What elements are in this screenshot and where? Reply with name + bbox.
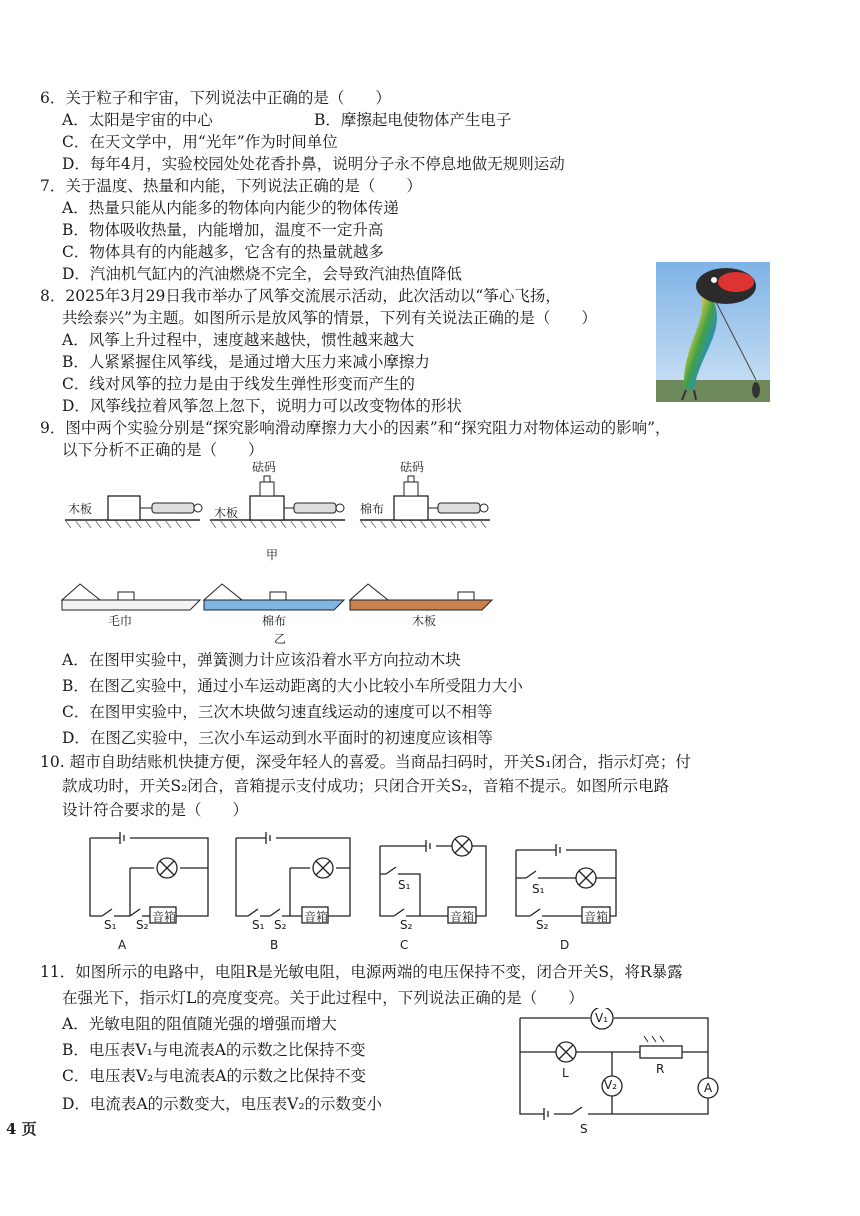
circuit-b-s1: S₁ — [252, 918, 265, 932]
circuit-d-letter: D — [560, 938, 570, 952]
circuit-b — [236, 832, 350, 923]
jia-label-board-1: 木板 — [68, 502, 93, 516]
q6-option-b: B．摩擦起电使物体产生电子 — [314, 111, 512, 129]
q9-stem-line2: 以下分析不正确的是（ ） — [62, 441, 264, 459]
q6-stem: 6．关于粒子和宇宙，下列说法中正确的是（ ） — [40, 89, 391, 107]
q10-stem-line3: 设计符合要求的是（ ） — [62, 801, 249, 819]
circuit-d-s2: S₂ — [536, 918, 549, 932]
q11-option-a: A．光敏电阻的阻值随光强的增强而增大 — [62, 1015, 337, 1033]
yi-label-towel: 毛巾 — [108, 614, 133, 628]
page-number: 4 页 — [6, 1120, 37, 1138]
q11-stem-line2: 在强光下，指示灯L的亮度变亮。关于此过程中，下列说法正确的是（ ） — [62, 989, 584, 1007]
jia-label-board-2: 木板 — [214, 506, 239, 520]
q8-option-b: B．人紧紧握住风筝线，是通过增大压力来减小摩擦力 — [62, 353, 430, 371]
figure-jia — [60, 452, 500, 552]
q10-stem-line1: 10. 超市自助结账机快捷方便，深受年轻人的喜爱。当商品扫码时，开关S₁闭合，指示灯亮；付 — [40, 753, 691, 771]
yi-panel-cotton — [204, 584, 344, 610]
q8-stem-line1: 8．2025年3月29日我市举办了风筝交流展示活动，此次活动以“筝心飞扬， — [40, 287, 561, 305]
yi-label-cotton: 棉布 — [262, 614, 287, 628]
q6-option-a: A．太阳是宇宙的中心 — [62, 111, 213, 129]
circuit-b-speaker: 音箱 — [304, 910, 329, 924]
q11-v2-label: V₂ — [604, 1078, 618, 1092]
q8-stem-line2: 共绘泰兴”为主题。如图所示是放风筝的情景，下列有关说法正确的是（ ） — [62, 309, 597, 327]
q9-option-d: D．在图乙实验中，三次小车运动到水平面时的初速度应该相等 — [62, 729, 493, 747]
q7-stem: 7．关于温度、热量和内能，下列说法正确的是（ ） — [40, 177, 422, 195]
q11-stem-line1: 11．如图所示的电路中，电阻R是光敏电阻，电源两端的电压保持不变，闭合开关S，将R暴露 — [40, 963, 683, 981]
q8-option-a: A．风筝上升过程中，速度越来越快，惯性越来越大 — [62, 331, 415, 349]
q11-s-label: S — [580, 1122, 588, 1136]
q11-circuit — [516, 1008, 726, 1126]
circuit-c-speaker: 音箱 — [450, 910, 475, 924]
q7-option-c: C．物体具有的内能越多，它含有的热量就越多 — [62, 243, 384, 261]
yi-caption: 乙 — [274, 632, 287, 646]
circuit-a-speaker: 音箱 — [152, 910, 177, 924]
q6-option-d: D．每年4月，实验校园处处花香扑鼻，说明分子永不停息地做无规则运动 — [62, 155, 565, 173]
yi-panel-towel — [62, 584, 200, 610]
q11-r-label: R — [656, 1062, 665, 1076]
q11-option-b: B．电压表V₁与电流表A的示数之比保持不变 — [62, 1041, 366, 1059]
jia-caption: 甲 — [266, 548, 279, 562]
figure-yi — [60, 570, 500, 616]
q7-option-a: A．热量只能从内能多的物体向内能少的物体传递 — [62, 199, 399, 217]
circuit-a-s1: S₁ — [104, 918, 117, 932]
q9-option-a: A．在图甲实验中，弹簧测力计应该沿着水平方向拉动木块 — [62, 651, 461, 669]
yi-panel-board — [350, 584, 492, 610]
circuit-b-letter: B — [270, 938, 279, 952]
q10-stem-line2: 款成功时，开关S₂闭合，音箱提示支付成功；只闭合开关S₂，音箱不提示。如图所示电路 — [62, 777, 670, 795]
q9-stem-line1: 9．图中两个实验分别是“探究影响滑动摩擦力大小的因素”和“探究阻力对物体运动的影响”， — [40, 419, 671, 437]
jia-label-weight-3: 砝码 — [400, 460, 425, 474]
q8-option-c: C．线对风筝的拉力是由于线发生弹性形变而产生的 — [62, 375, 415, 393]
kite-photo — [656, 262, 770, 402]
jia-label-weight-2: 砝码 — [252, 460, 277, 474]
q7-option-b: B．物体吸收热量，内能增加，温度不一定升高 — [62, 221, 384, 239]
q11-option-d: D．电流表A的示数变大，电压表V₂的示数变小 — [62, 1095, 383, 1113]
circuit-a-s2: S₂ — [136, 918, 149, 932]
q9-option-b: B．在图乙实验中，通过小车运动距离的大小比较小车所受阻力大小 — [62, 677, 523, 695]
circuit-a-letter: A — [118, 938, 127, 952]
q9-option-c: C．在图甲实验中，三次木块做匀速直线运动的速度可以不相等 — [62, 703, 493, 721]
circuit-c-s1: S₁ — [398, 878, 411, 892]
q8-option-d: D．风筝线拉着风筝忽上忽下，说明力可以改变物体的形状 — [62, 397, 462, 415]
jia-label-cotton-3: 棉布 — [360, 502, 385, 516]
yi-label-board: 木板 — [412, 614, 437, 628]
q11-a-label: A — [704, 1081, 713, 1095]
q11-l-label: L — [562, 1066, 569, 1080]
circuit-a — [90, 832, 208, 923]
circuit-d-s1: S₁ — [532, 882, 545, 896]
q6-option-c: C．在天文学中，用“光年”作为时间单位 — [62, 133, 338, 151]
circuit-b-s2: S₂ — [274, 918, 287, 932]
circuit-c-letter: C — [400, 938, 409, 952]
q7-option-d: D．汽油机气缸内的汽油燃烧不完全，会导致汽油热值降低 — [62, 265, 462, 283]
circuit-d-speaker: 音箱 — [584, 910, 609, 924]
q11-option-c: C．电压表V₂与电流表A的示数之比保持不变 — [62, 1067, 366, 1085]
q11-v1-label: V₁ — [595, 1011, 609, 1025]
circuit-c-s2: S₂ — [400, 918, 413, 932]
